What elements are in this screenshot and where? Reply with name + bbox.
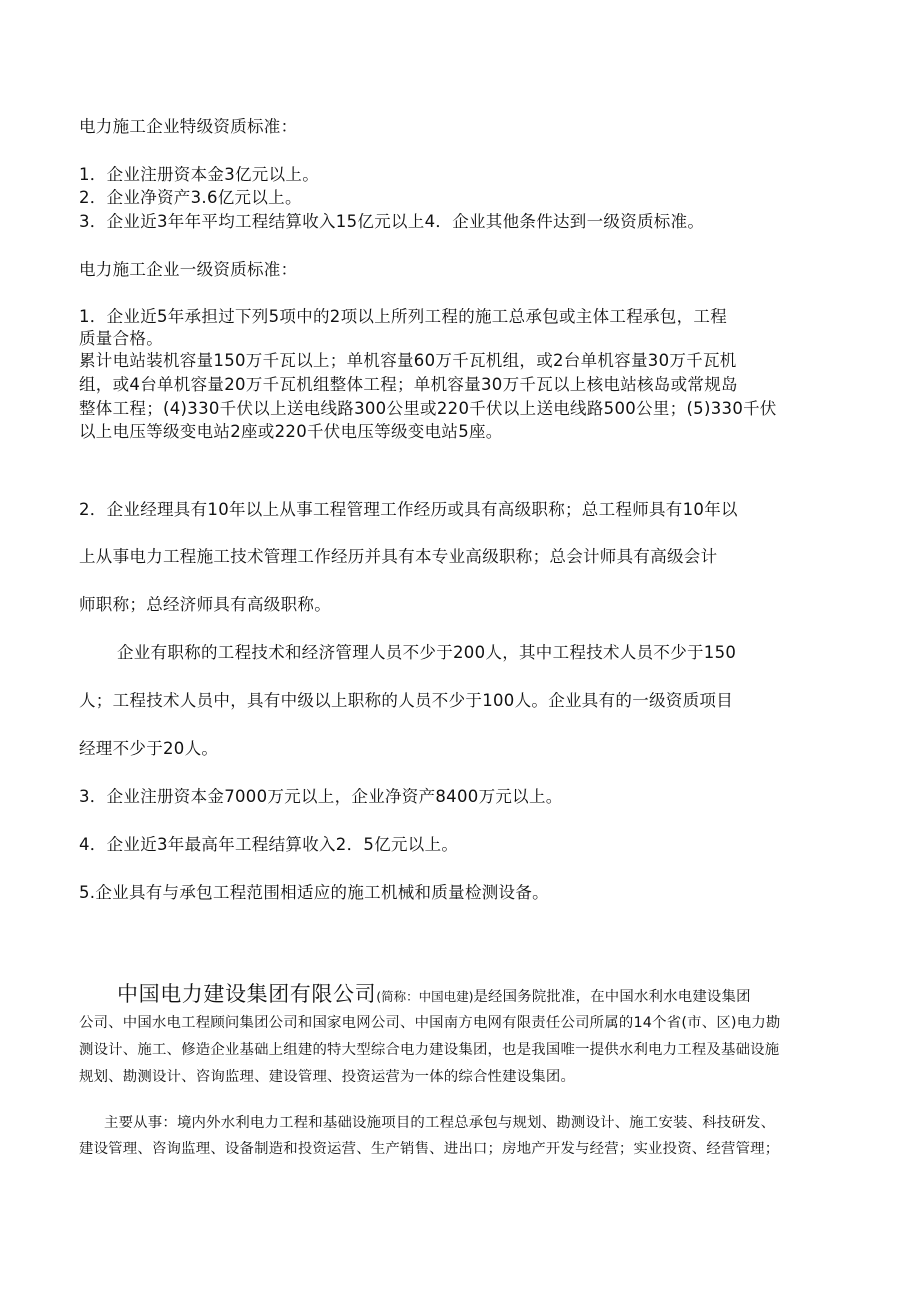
first-grade-item3: 3．企业注册资本金7000万元以上，企业净资产8400万元以上。 [79, 787, 563, 806]
company-intro-line: 公司、中国水电工程顾问集团公司和国家电网公司、中国南方电网有限责任公司所属的14个省(市、区)电力勘 [79, 1015, 781, 1031]
company-intro-line: 规划、勘测设计、咨询监理、建设管理、投资运营为一体的综合性建设集团。 [79, 1069, 576, 1085]
special-grade-item: 3．企业近3年年平均工程结算收入15亿元以上4．企业其他条件达到一级资质标准。 [79, 212, 705, 231]
special-grade-item: 2．企业净资产3.6亿元以上。 [79, 188, 302, 207]
first-grade-item1-line: 组，或4台单机容量20万千瓦机组整体工程；单机容量30万千瓦以上核电站核岛或常规岛 [79, 375, 738, 394]
first-grade-item1-line: 质量合格。 [79, 329, 163, 348]
company-name: 中国电力建设集团有限公司 [117, 982, 377, 1006]
first-grade-item2-line: 上从事电力工程施工技术管理工作经历并具有本专业高级职称；总会计师具有高级会计 [79, 547, 718, 566]
first-grade-item1-line: 累计电站装机容量150万千瓦以上；单机容量60万千瓦机组，或2台单机容量30万千瓦机 [79, 351, 737, 370]
first-grade-item1-line: 1．企业近5年承担过下列5项中的2项以上所列工程的施工总承包或主体工程承包，工程 [79, 307, 727, 326]
first-grade-item5: 5.企业具有与承包工程范围相适应的施工机械和质量检测设备。 [79, 883, 549, 902]
company-intro-text: 是经国务院批准，在中国水利水电建设集团 [473, 989, 751, 1005]
company-intro-first-line [117, 978, 751, 1013]
company-abbreviation: (简称：中国电建) [376, 989, 474, 1004]
special-grade-item: 1．企业注册资本金3亿元以上。 [79, 165, 319, 184]
first-grade-item2-line: 2．企业经理具有10年以上从事工程管理工作经历或具有高级职称；总工程师具有10年以 [79, 500, 738, 519]
staff-requirement-line: 企业有职称的工程技术和经济管理人员不少于200人，其中工程技术人员不少于150 [117, 643, 737, 662]
first-grade-item1-line: 整体工程；(4)330千伏以上送电线路300公里或220千伏以上送电线路500公里；(5)330千伏 [79, 399, 777, 418]
company-business-line: 建设管理、咨询监理、设备制造和投资运营、生产销售、进出口；房地产开发与经营；实业投资、经营管理； [79, 1141, 780, 1157]
special-grade-heading: 电力施工企业特级资质标准： [79, 117, 298, 136]
staff-requirement-line: 经理不少于20人。 [79, 739, 219, 758]
first-grade-heading: 电力施工企业一级资质标准： [79, 260, 298, 279]
company-intro-line: 测设计、施工、修造企业基础上组建的特大型综合电力建设集团，也是我国唯一提供水利电力工程及基础设施 [79, 1042, 780, 1058]
company-business-line: 主要从事：境内外水利电力工程和基础设施项目的工程总承包与规划、勘测设计、施工安装、科技研发、 [104, 1115, 776, 1131]
first-grade-item2-line: 师职称；总经济师具有高级职称。 [79, 595, 331, 614]
first-grade-item1-line: 以上电压等级变电站2座或220千伏电压等级变电站5座。 [79, 422, 503, 441]
first-grade-item4: 4．企业近3年最高年工程结算收入2．5亿元以上。 [79, 835, 459, 854]
staff-requirement-line: 人；工程技术人员中，具有中级以上职称的人员不少于100人。企业具有的一级资质项目 [79, 691, 733, 710]
